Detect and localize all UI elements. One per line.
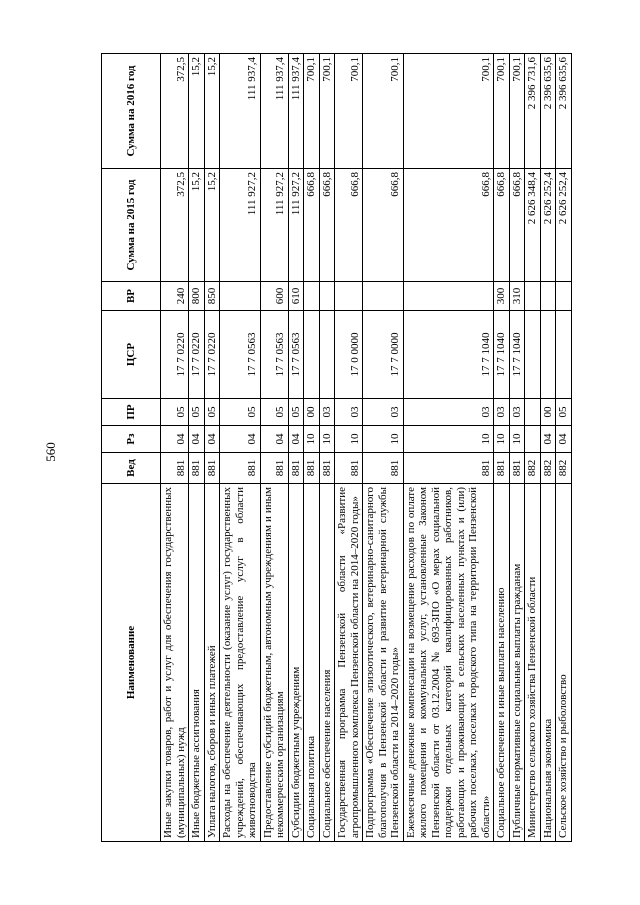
row-ved: 881 [161, 453, 189, 484]
table-row [288, 54, 304, 842]
row-vr: 800 [189, 282, 205, 311]
table-row [204, 54, 220, 842]
row-rz: 10 [494, 426, 510, 453]
row-name: Подпрограмма «Обеспечение эпизоотического, ветеринарно-санитарного благополучия в Пензенской области и развитие ветеринарной службы Пензенской области на 2014–2020 годы» [363, 484, 404, 842]
row-sum-2015: 666,8 [319, 169, 335, 282]
row-ved: 882 [556, 453, 572, 484]
row-pr: 05 [288, 399, 304, 426]
table-row [260, 54, 288, 842]
row-csr [304, 311, 320, 399]
header-vr: ВР [102, 282, 161, 311]
row-pr: 00 [304, 399, 320, 426]
row-rz: 10 [509, 426, 525, 453]
row-ved: 881 [288, 453, 304, 484]
row-csr: 17 7 0220 [204, 311, 220, 399]
row-sum-2015: 666,8 [403, 169, 494, 282]
row-pr: 00 [540, 399, 556, 426]
row-ved: 881 [189, 453, 205, 484]
table-row [161, 54, 189, 842]
row-name: Государственная программа Пензенской области «Развитие агропромышленного комплекса Пензенской области на 2014–2020 годы» [335, 484, 363, 842]
row-rz: 04 [260, 426, 288, 453]
row-ved: 881 [509, 453, 525, 484]
row-csr: 17 7 1040 [494, 311, 510, 399]
row-vr: 600 [260, 282, 288, 311]
row-vr [304, 282, 320, 311]
row-pr: 03 [494, 399, 510, 426]
row-vr [220, 282, 261, 311]
row-ved: 881 [220, 453, 261, 484]
row-sum-2015: 666,8 [304, 169, 320, 282]
row-ved: 881 [260, 453, 288, 484]
row-rz: 04 [204, 426, 220, 453]
row-sum-2016: 2 396 635,6 [540, 54, 556, 169]
table-row [319, 54, 335, 842]
row-sum-2015: 15,2 [189, 169, 205, 282]
row-vr [540, 282, 556, 311]
row-sum-2015: 111 927,2 [288, 169, 304, 282]
row-csr: 17 7 0000 [363, 311, 404, 399]
row-pr [525, 399, 541, 426]
row-rz: 04 [288, 426, 304, 453]
row-rz: 04 [540, 426, 556, 453]
row-pr: 03 [363, 399, 404, 426]
header-pr: ПР [102, 399, 161, 426]
table-row [525, 54, 541, 842]
row-sum-2016: 700,1 [509, 54, 525, 169]
row-rz: 10 [363, 426, 404, 453]
row-vr [363, 282, 404, 311]
header-rz: Рз [102, 426, 161, 453]
row-name: Субсидии бюджетным учреждениям [288, 484, 304, 842]
row-csr: 17 0 0000 [335, 311, 363, 399]
header-sum-2015: Сумма на 2015 год [102, 169, 161, 282]
row-ved: 881 [403, 453, 494, 484]
row-csr: 17 7 0220 [189, 311, 205, 399]
row-vr: 610 [288, 282, 304, 311]
row-vr [556, 282, 572, 311]
table-row [403, 54, 494, 842]
row-sum-2016: 700,1 [494, 54, 510, 169]
row-name: Ежемесячные денежные компенсации на возмещение расходов по оплате жилого помещения и коммунальных услуг, установленные Законом Пензенской области от 03.12.2004 № 693-ЗПО «О мерах социальной поддержки отдельных категорий квалифицированных работников, работающих и проживающих в сельских населенных пунктах и (или) рабочих поселках, поселках городского типа на территории Пензенской области» [403, 484, 494, 842]
row-rz: 04 [161, 426, 189, 453]
row-sum-2015: 666,8 [363, 169, 404, 282]
row-csr [319, 311, 335, 399]
row-sum-2015: 666,8 [494, 169, 510, 282]
row-rz: 04 [220, 426, 261, 453]
table-row [509, 54, 525, 842]
header-name: Наименование [102, 484, 161, 842]
row-csr: 17 7 0563 [220, 311, 261, 399]
row-sum-2016: 700,1 [363, 54, 404, 169]
row-name: Предоставление субсидий бюджетным, автономным учреждениям и иным некоммерческим организациям [260, 484, 288, 842]
row-csr: 17 7 0220 [161, 311, 189, 399]
table-row [363, 54, 404, 842]
row-ved: 881 [319, 453, 335, 484]
row-rz: 10 [335, 426, 363, 453]
row-sum-2015: 2 626 252,4 [540, 169, 556, 282]
row-pr: 05 [161, 399, 189, 426]
row-sum-2016: 111 937,4 [220, 54, 261, 169]
row-vr [403, 282, 494, 311]
row-vr [335, 282, 363, 311]
row-vr: 300 [494, 282, 510, 311]
row-vr: 850 [204, 282, 220, 311]
row-name: Социальная политика [304, 484, 320, 842]
row-sum-2016: 700,1 [319, 54, 335, 169]
row-name: Социальное обеспечение и иные выплаты населению [494, 484, 510, 842]
table-row [189, 54, 205, 842]
row-vr: 310 [509, 282, 525, 311]
row-name: Национальная экономика [540, 484, 556, 842]
row-name: Сельское хозяйство и рыболовство [556, 484, 572, 842]
row-ved: 881 [335, 453, 363, 484]
row-sum-2016: 700,1 [335, 54, 363, 169]
row-vr: 240 [161, 282, 189, 311]
row-sum-2016: 15,2 [204, 54, 220, 169]
row-ved: 882 [540, 453, 556, 484]
row-vr [525, 282, 541, 311]
row-pr: 03 [509, 399, 525, 426]
table-row [335, 54, 363, 842]
row-sum-2015: 372,5 [161, 169, 189, 282]
row-rz [525, 426, 541, 453]
row-sum-2016: 700,1 [403, 54, 494, 169]
table-row [304, 54, 320, 842]
row-pr: 03 [403, 399, 494, 426]
row-sum-2015: 2 626 252,4 [556, 169, 572, 282]
row-name: Уплата налогов, сборов и иных платежей [204, 484, 220, 842]
table-header-row [102, 54, 161, 842]
row-name: Расходы на обеспечение деятельности (оказание услуг) государственных учреждений, обеспечивающих предоставление услуг в области животноводства [220, 484, 261, 842]
row-pr: 03 [319, 399, 335, 426]
row-name: Министерство сельского хозяйства Пензенской области [525, 484, 541, 842]
row-sum-2016: 111 937,4 [288, 54, 304, 169]
row-name: Социальное обеспечение населения [319, 484, 335, 842]
row-sum-2016: 111 937,4 [260, 54, 288, 169]
row-ved: 881 [204, 453, 220, 484]
row-csr: 17 7 0563 [260, 311, 288, 399]
row-sum-2015: 666,8 [509, 169, 525, 282]
row-csr [525, 311, 541, 399]
row-rz: 10 [403, 426, 494, 453]
table-row [494, 54, 510, 842]
row-sum-2016: 15,2 [189, 54, 205, 169]
row-ved: 881 [304, 453, 320, 484]
row-name: Публичные нормативные социальные выплаты гражданам [509, 484, 525, 842]
row-sum-2016: 700,1 [304, 54, 320, 169]
row-sum-2015: 15,2 [204, 169, 220, 282]
table-row [556, 54, 572, 842]
row-csr: 17 7 1040 [509, 311, 525, 399]
row-rz: 04 [189, 426, 205, 453]
row-pr: 05 [220, 399, 261, 426]
row-sum-2016: 2 396 731,6 [525, 54, 541, 169]
row-rz: 04 [556, 426, 572, 453]
row-name: Иные закупки товаров, работ и услуг для обеспечения государственных (муниципальных) нужд [161, 484, 189, 842]
table-row [540, 54, 556, 842]
row-name: Иные бюджетные ассигнования [189, 484, 205, 842]
row-csr [540, 311, 556, 399]
row-ved: 882 [525, 453, 541, 484]
row-ved: 881 [363, 453, 404, 484]
row-pr: 05 [204, 399, 220, 426]
row-vr [319, 282, 335, 311]
table-row [220, 54, 261, 842]
header-ved: Вед [102, 453, 161, 484]
row-rz: 10 [304, 426, 320, 453]
header-csr: ЦСР [102, 311, 161, 399]
rotated-table-container [101, 54, 569, 842]
row-ved: 881 [494, 453, 510, 484]
row-pr: 05 [260, 399, 288, 426]
row-sum-2016: 2 396 635,6 [556, 54, 572, 169]
row-rz: 10 [319, 426, 335, 453]
row-csr: 17 7 0563 [288, 311, 304, 399]
row-sum-2015: 111 927,2 [260, 169, 288, 282]
row-sum-2015: 666,8 [335, 169, 363, 282]
row-pr: 03 [335, 399, 363, 426]
row-pr: 05 [189, 399, 205, 426]
header-sum-2016: Сумма на 2016 год [102, 54, 161, 169]
row-csr [556, 311, 572, 399]
row-sum-2015: 2 626 348,4 [525, 169, 541, 282]
row-sum-2016: 372,5 [161, 54, 189, 169]
page-number: 560 [43, 442, 58, 462]
row-pr: 05 [556, 399, 572, 426]
row-csr: 17 7 1040 [403, 311, 494, 399]
row-sum-2015: 111 927,2 [220, 169, 261, 282]
budget-table [101, 53, 572, 842]
